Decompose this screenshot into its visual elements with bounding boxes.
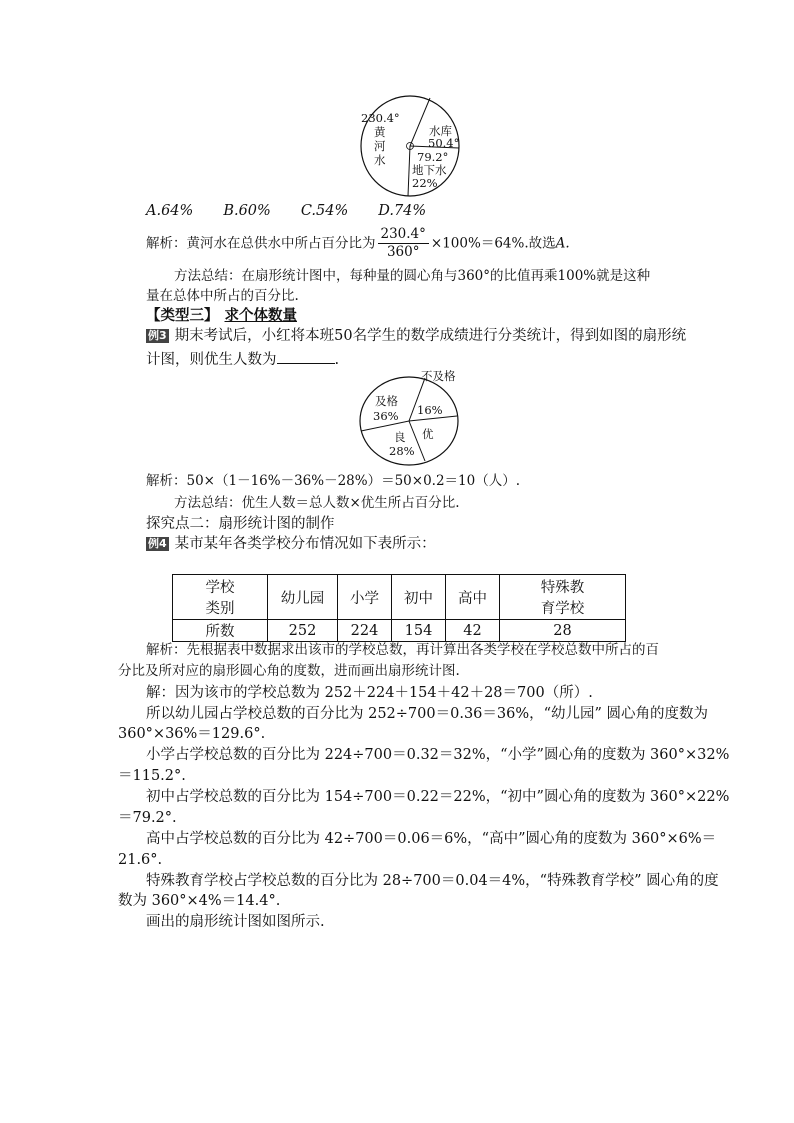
ex3-line2: 计图，则优生人数为 . [146, 349, 339, 370]
option-a: A.64% [146, 203, 194, 219]
pie1-pct-dixia: 22% [412, 176, 438, 190]
pie1-angle-dixia: 79.2° [417, 150, 449, 164]
ex4-p1-line1: 所以幼儿园占学校总数的百分比为 252÷700＝0.36＝36%，“幼儿园” 圆心角的度数为 [146, 706, 709, 722]
ex4-analysis-line2: 分比及所对应的扇形圆心角的度数，进而画出扇形统计图. [118, 663, 460, 679]
table-col-kindergarten: 幼儿园 [268, 575, 338, 620]
ex4-p2-line1: 小学占学校总数的百分比为 224÷700＝0.32＝32%，“小学”圆心角的度数为 360°×32% [146, 747, 730, 763]
ex3-text-1: 期末考试后，小红将本班50名学生的数学成绩进行分类统计，得到如图的扇形统 [174, 328, 687, 344]
ex4-conclusion: 画出的扇形统计图如图所示. [146, 914, 325, 930]
ex4-p3-line2: ＝79.2°. [118, 810, 177, 826]
q2-analysis-lead: 解析：黄河水在总供水中所占百分比为 [146, 235, 376, 252]
fraction-numerator: 230.4° [378, 226, 429, 244]
table-row [173, 620, 626, 642]
option-d: D.74% [378, 203, 427, 219]
ex4-sol-line: 解：因为该市的学校总数为 252＋224＋154＋42＋28＝700（所）. [146, 685, 593, 701]
header-label-line2: 类别 [205, 601, 235, 617]
pie1-label-huang: 黄 [374, 125, 386, 139]
q2-analysis [146, 226, 570, 261]
table-col-primary: 小学 [338, 575, 392, 620]
pie2-pct-bujige: 16% [417, 403, 443, 417]
option-c: C.54% [300, 203, 349, 219]
fraction-denominator: 360° [386, 244, 420, 260]
pie1-angle-shuiku: 50.4° [428, 136, 460, 150]
type3-title: 求个体数量 [224, 307, 297, 324]
answer-blank [277, 349, 335, 364]
ex4-p4-line2: 21.6°. [118, 852, 163, 868]
type3-bracket: 【类型三】 [146, 307, 219, 324]
pie2-label-bujige: 不及格 [421, 370, 456, 383]
ex4-p3-line1: 初中占学校总数的百分比为 154÷700＝0.22＝22%，“初中”圆心角的度数为 360°×22% [146, 789, 730, 805]
ex4-p2-line2: ＝115.2°. [118, 768, 186, 784]
table-row-label: 所数 [173, 620, 268, 642]
ex3-badge: 例3 [148, 329, 167, 342]
table-cell-kindergarten: 252 [268, 620, 338, 642]
ex4-text: 某市某年各类学校分布情况如下表所示： [174, 536, 436, 552]
grades-pie-chart [358, 370, 470, 466]
pie2-pct-liang: 28% [389, 444, 415, 458]
table-cell-special: 28 [500, 620, 626, 642]
table-cell-senior: 42 [446, 620, 500, 642]
table-cell-primary: 224 [338, 620, 392, 642]
ex4-badge: 例4 [148, 537, 167, 550]
q2-answer: A. [555, 235, 570, 252]
ex3-summary: 方法总结：优生人数＝总人数×优生所占百分比. [174, 495, 460, 511]
q2-summary-line1: 方法总结：在扇形统计图中，每种量的圆心角与360°的比值再乘100%就是这种 [174, 268, 651, 284]
table-col-special [500, 575, 626, 620]
pie1-label-he: 河 [374, 139, 386, 153]
ex4-p1-line2: 360°×36%＝129.6°. [118, 726, 266, 742]
header-label-line1: 学校 [205, 580, 235, 596]
q2-summary-line2: 量在总体中所占的百分比. [146, 288, 299, 304]
pie1-label-dixia: 地下水 [412, 163, 447, 177]
pie1-label-shui: 水 [374, 153, 386, 167]
col-special-line1: 特殊教 [540, 580, 585, 596]
pie2-pct-jige: 36% [373, 409, 399, 423]
col-special-line2: 育学校 [540, 601, 585, 617]
ex3-analysis: 解析：50×（1－16%－36%－28%）＝50×0.2＝10（人）. [146, 473, 521, 489]
water-supply-pie-chart [360, 95, 476, 201]
ex4-p4-line1: 高中占学校总数的百分比为 42÷700＝0.06＝6%，“高中”圆心角的度数为 360°×6%＝ [146, 831, 717, 847]
table-header-row [173, 575, 626, 620]
ex3-text-2: 计图，则优生人数为 [146, 352, 277, 368]
ex3-line1 [146, 326, 686, 346]
ex4-line [146, 534, 436, 554]
type3-heading [146, 306, 297, 326]
q2-analysis-tail: ×100%＝64%.故选 [430, 235, 556, 252]
pie1-angle-huanghe: 230.4° [361, 111, 400, 125]
table-col-senior: 高中 [446, 575, 500, 620]
ex4-analysis-line1: 解析：先根据表中数据求出该市的学校总数，再计算出各类学校在学校总数中所占的百 [146, 642, 659, 658]
option-b: B.60% [223, 203, 271, 219]
section2-title: 探究点二：扇形统计图的制作 [146, 516, 335, 532]
pie2-label-liang: 良 [394, 430, 406, 444]
school-distribution-table [172, 574, 626, 642]
pie2-label-you: 优 [422, 427, 434, 441]
ex4-p5-line2: 数为 360°×4%＝14.4°. [118, 893, 281, 909]
table-col-junior: 初中 [392, 575, 446, 620]
fraction [378, 226, 429, 261]
table-header-label [173, 575, 268, 620]
table-cell-junior: 154 [392, 620, 446, 642]
ex4-p5-line1: 特殊教育学校占学校总数的百分比为 28÷700＝0.04＝4%，“特殊教育学校” 圆心角的度 [146, 873, 719, 889]
pie2-label-jige: 及格 [375, 394, 398, 408]
pie1-label-shuiku: 水库 [429, 124, 452, 138]
answer-options [146, 201, 426, 221]
